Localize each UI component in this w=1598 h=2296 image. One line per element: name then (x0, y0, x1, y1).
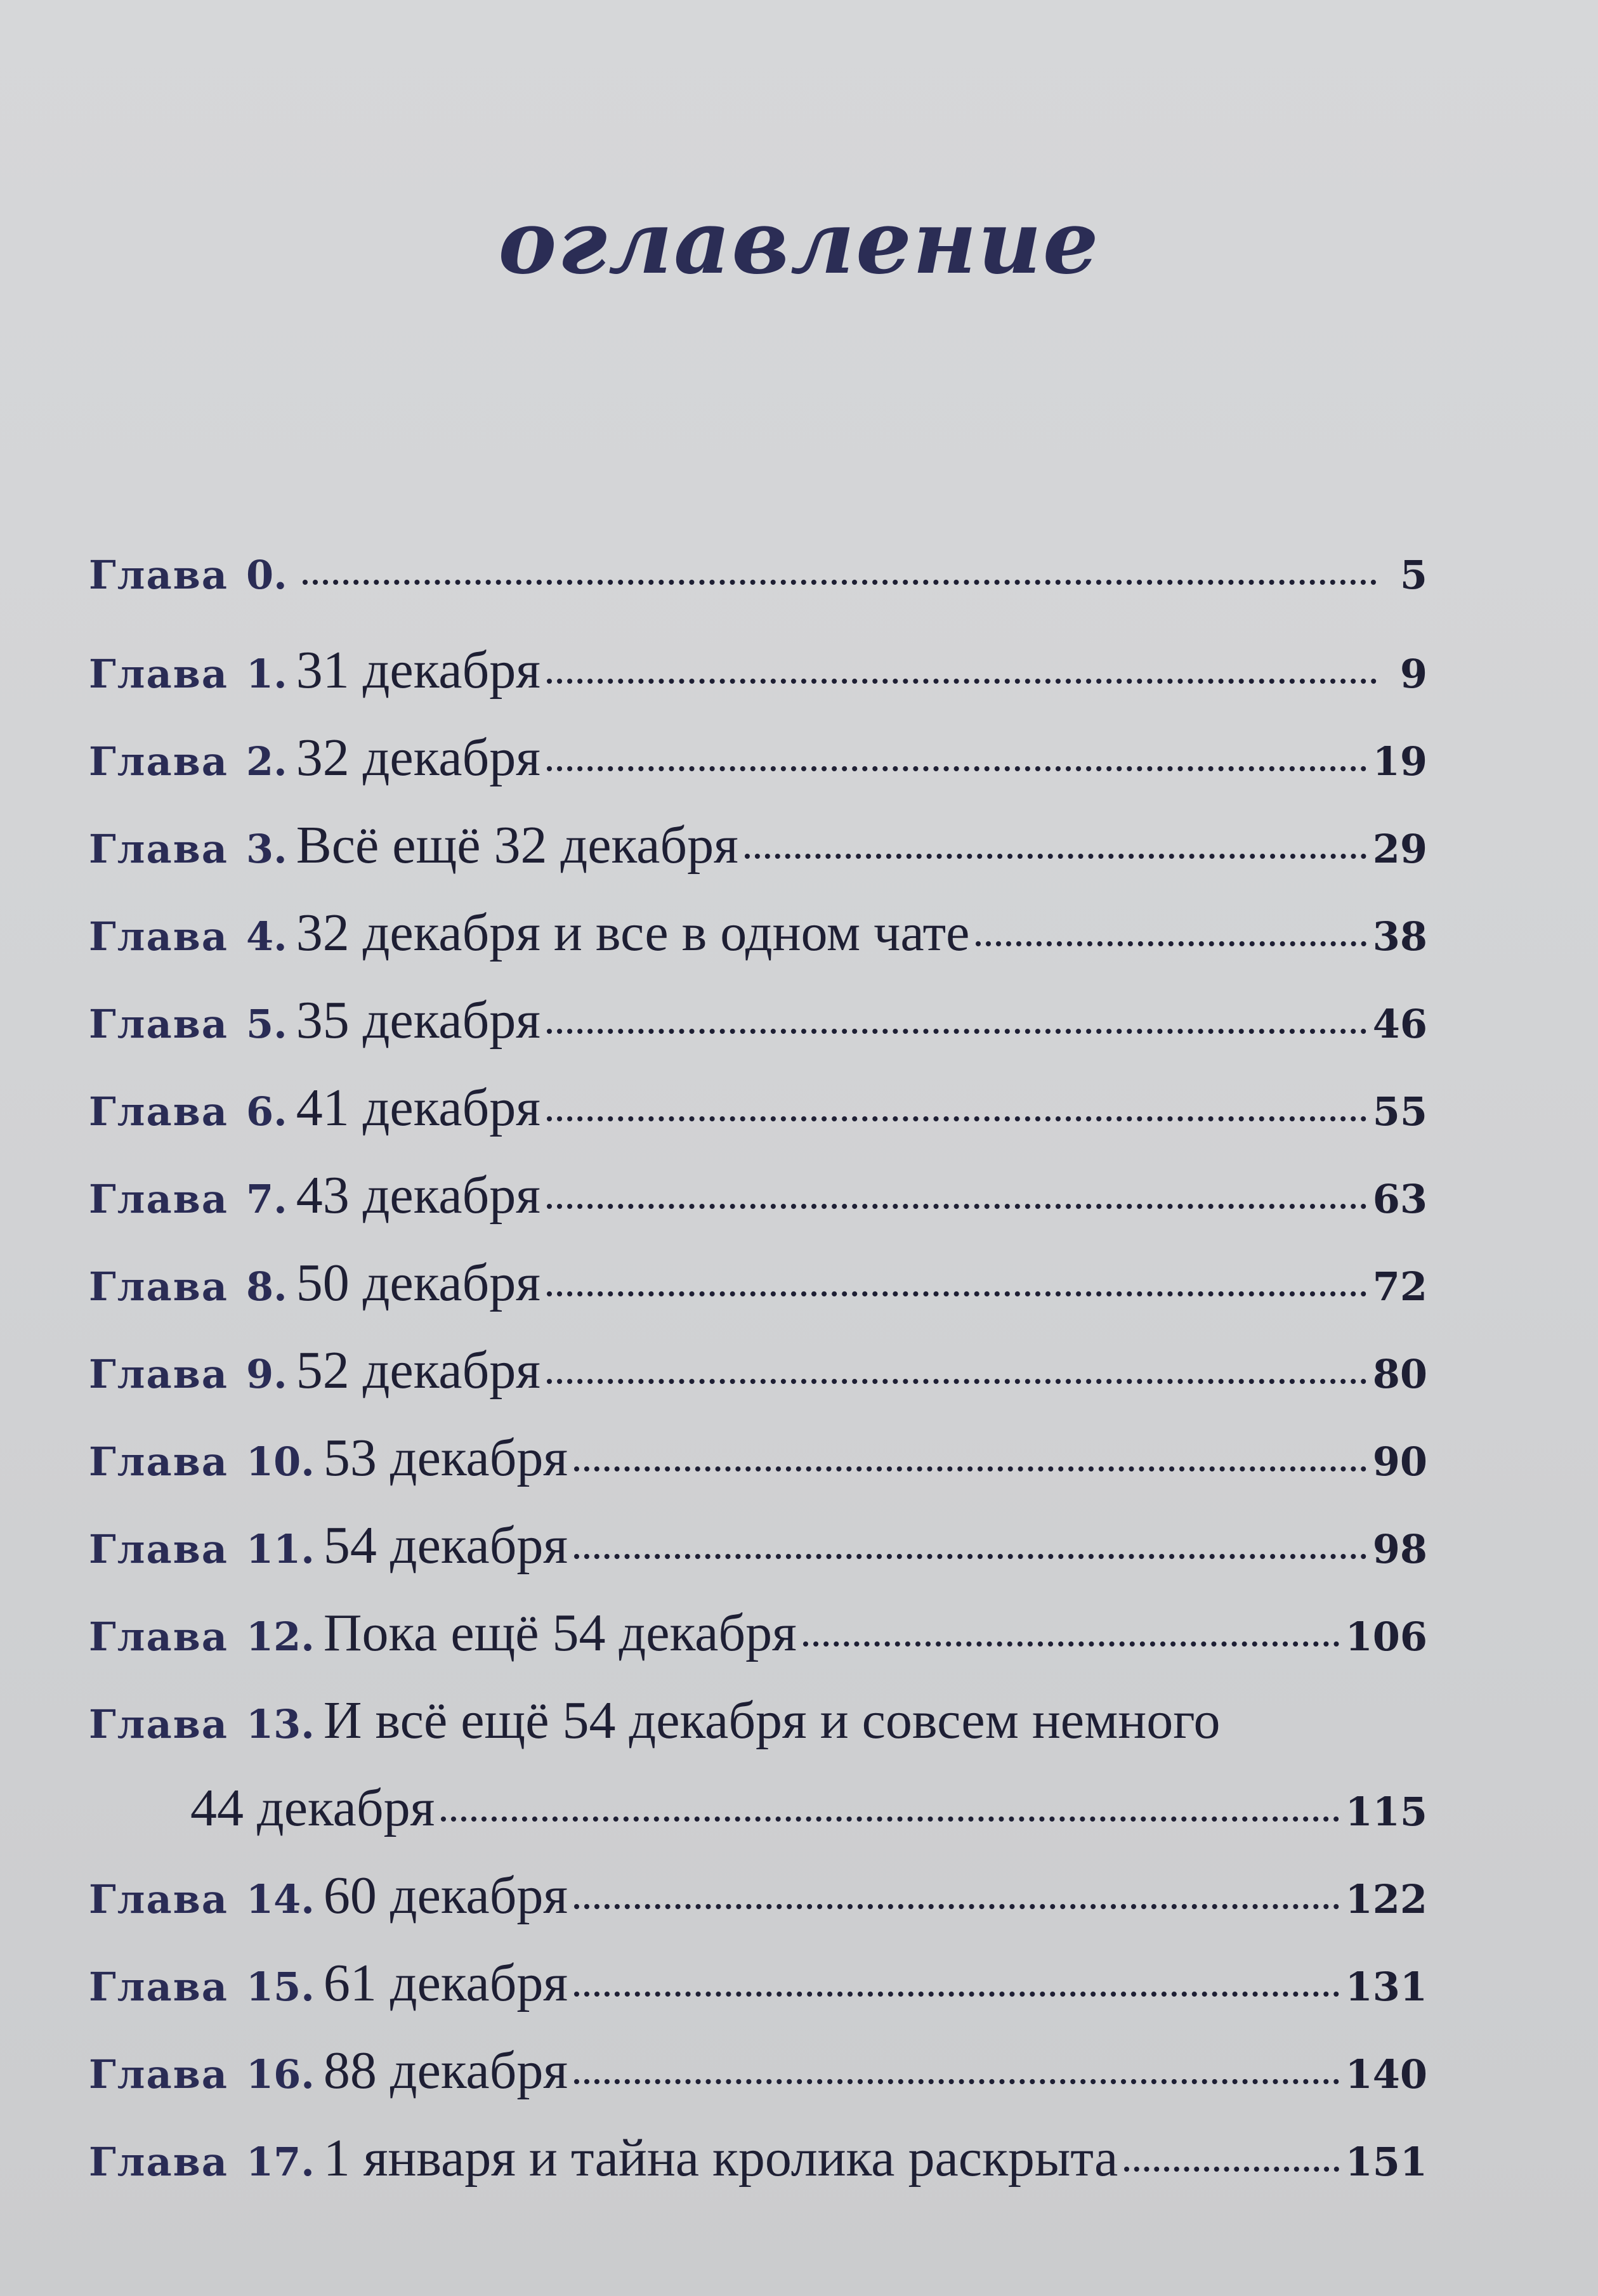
page-title: оглавление (498, 190, 1100, 294)
chapter-number: 17. (246, 2139, 315, 2185)
toc-entry-1 (89, 639, 1427, 727)
dot-leader (547, 1029, 1366, 1034)
chapter-number: 5. (246, 1001, 287, 1047)
chapter-label: Глава (89, 1701, 228, 1747)
toc-entry-7 (89, 1164, 1427, 1252)
dot-leader (574, 1904, 1339, 1909)
page-number: 19 (1372, 738, 1427, 785)
toc-entry-6 (89, 1077, 1427, 1164)
page-number: 115 (1345, 1789, 1427, 1835)
chapter-number: 13. (246, 1701, 315, 1747)
page-number: 140 (1345, 2051, 1427, 2097)
chapter-title: 1 января и тайна кролика раскрыта (323, 2129, 1118, 2188)
chapter-title: И всё ещё 54 декабря и совсем немного (323, 1691, 1221, 1750)
chapter-label: Глава (89, 2139, 228, 2185)
dot-leader (745, 854, 1366, 859)
page-number: 55 (1372, 1088, 1427, 1135)
page-number: 131 (1345, 1964, 1427, 2010)
dot-leader (547, 1291, 1366, 1296)
chapter-title: 60 декабря (323, 1866, 568, 1925)
chapter-number: 9. (246, 1351, 287, 1397)
page-number: 106 (1345, 1614, 1427, 1660)
table-of-contents (89, 552, 1427, 2215)
chapter-number: 1. (246, 651, 287, 697)
toc-entry-3 (89, 814, 1427, 902)
chapter-title: Пока ещё 54 декабря (323, 1603, 797, 1662)
page-number: 38 (1372, 913, 1427, 960)
toc-entry-5 (89, 989, 1427, 1077)
chapter-number: 8. (246, 1263, 287, 1310)
page-number: 98 (1372, 1526, 1427, 1572)
chapter-title: 52 декабря (296, 1341, 540, 1400)
dot-leader (574, 1554, 1366, 1559)
chapter-title: Всё ещё 32 декабря (296, 816, 738, 875)
chapter-number: 11. (246, 1526, 315, 1572)
toc-entry-13-continuation (89, 1777, 1427, 1865)
chapter-title: 35 декабря (296, 991, 540, 1050)
dot-leader (803, 1641, 1339, 1647)
page-number: 9 (1399, 651, 1427, 697)
chapter-title: 32 декабря и все в одном чате (296, 903, 970, 962)
chapter-title: 43 декабря (296, 1166, 540, 1225)
page-number: 72 (1372, 1263, 1427, 1310)
chapter-title-continuation: 44 декабря (190, 1778, 435, 1837)
chapter-label: Глава (89, 651, 228, 697)
chapter-title: 61 декабря (323, 1954, 568, 2012)
chapter-title: 50 декабря (296, 1253, 540, 1312)
dot-leader (574, 2079, 1339, 2084)
dot-leader (547, 679, 1377, 684)
chapter-label: Глава (89, 2051, 228, 2097)
chapter-number: 15. (246, 1964, 315, 2010)
chapter-label: Глава (89, 913, 228, 960)
chapter-number: 4. (246, 913, 287, 960)
page-number: 151 (1345, 2139, 1427, 2185)
chapter-number: 3. (246, 826, 287, 872)
chapter-title: 88 декабря (323, 2041, 568, 2100)
chapter-label: Глава (89, 1263, 228, 1310)
toc-entry-0 (89, 552, 1427, 639)
toc-entry-17 (89, 2127, 1427, 2215)
chapter-label: Глава (89, 1614, 228, 1660)
chapter-label: Глава (89, 552, 228, 598)
toc-entry-2 (89, 727, 1427, 814)
chapter-label: Глава (89, 738, 228, 785)
chapter-title: 41 декабря (296, 1078, 540, 1137)
dot-leader (976, 941, 1366, 946)
toc-entry-10 (89, 1427, 1427, 1515)
chapter-title: 32 декабря (296, 728, 540, 787)
chapter-number: 7. (246, 1176, 287, 1222)
chapter-label: Глава (89, 1001, 228, 1047)
chapter-label: Глава (89, 1088, 228, 1135)
chapter-number: 0. (246, 552, 287, 598)
page-number: 5 (1399, 552, 1427, 598)
dot-leader (303, 580, 1377, 585)
chapter-label: Глава (89, 1351, 228, 1397)
toc-entry-4 (89, 902, 1427, 989)
toc-entry-12 (89, 1602, 1427, 1690)
chapter-label: Глава (89, 1526, 228, 1572)
toc-entry-9 (89, 1340, 1427, 1427)
chapter-label: Глава (89, 1876, 228, 1922)
page-number: 46 (1372, 1001, 1427, 1047)
chapter-number: 14. (246, 1876, 315, 1922)
toc-entry-11 (89, 1515, 1427, 1602)
toc-entry-16 (89, 2040, 1427, 2127)
toc-entry-15 (89, 1952, 1427, 2040)
chapter-label: Глава (89, 1176, 228, 1222)
chapter-number: 2. (246, 738, 287, 785)
chapter-title: 31 декабря (296, 641, 540, 700)
dot-leader (574, 1466, 1366, 1471)
dot-leader (547, 1204, 1366, 1209)
chapter-title: 53 декабря (323, 1428, 568, 1487)
dot-leader (441, 1817, 1339, 1822)
dot-leader (1124, 2167, 1339, 2172)
chapter-label: Глава (89, 1964, 228, 2010)
toc-entry-13 (89, 1690, 1427, 1777)
chapter-label: Глава (89, 1438, 228, 1485)
chapter-number: 12. (246, 1614, 315, 1660)
page-number: 122 (1345, 1876, 1427, 1922)
page-number: 80 (1372, 1351, 1427, 1397)
page-number: 63 (1372, 1176, 1427, 1222)
chapter-title: 54 декабря (323, 1516, 568, 1575)
chapter-number: 6. (246, 1088, 287, 1135)
toc-entry-8 (89, 1252, 1427, 1340)
dot-leader (574, 1992, 1339, 1997)
chapter-label: Глава (89, 826, 228, 872)
dot-leader (547, 1116, 1366, 1121)
chapter-number: 10. (246, 1438, 315, 1485)
toc-entry-14 (89, 1865, 1427, 1952)
page-number: 29 (1372, 826, 1427, 872)
dot-leader (547, 766, 1366, 771)
page-number: 90 (1372, 1438, 1427, 1485)
dot-leader (547, 1379, 1366, 1384)
chapter-number: 16. (246, 2051, 315, 2097)
